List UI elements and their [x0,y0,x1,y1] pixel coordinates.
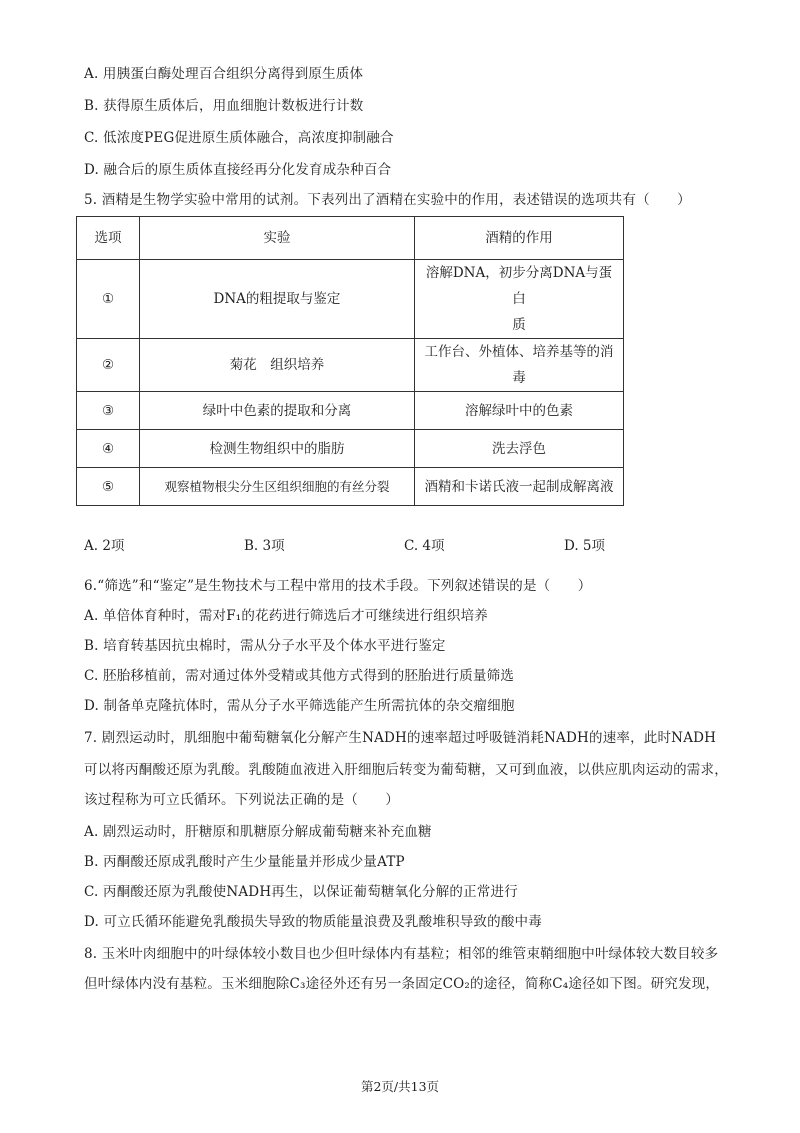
q5-option-a: A. 2项 [84,538,125,554]
q6-option-c: C. 胚胎移植前，需对通过体外受精或其他方式得到的胚胎进行质量筛选 [84,668,515,684]
row-alcohol-role [415,260,624,339]
q7-option-b: B. 丙酮酸还原成乳酸时产生少量能量并形成少量ATP [84,854,405,870]
q4-option-d: D. 融合后的原生质体直接经再分化发育成杂种百合 [84,162,392,178]
header-option: 选项 [77,217,140,260]
row-alcohol-role: 工作台、外植体、培养基等的消毒 [415,339,624,392]
q8-stem-line-1: 8. 玉米叶肉细胞中的叶绿体较小数目也少但叶绿体内有基粒；相邻的维管束鞘细胞中叶绿体较大数目较多 [84,946,719,962]
q4-option-a: A. 用胰蛋白酶处理百合组织分离得到原生质体 [84,66,364,82]
row-id: ① [77,260,140,339]
q6-option-a: A. 单倍体育种时，需对F₁的花药进行筛选后才可继续进行组织培养 [84,608,489,624]
row-id: ③ [77,392,140,430]
role-line-1: 溶解DNA，初步分离DNA与蛋白 [425,265,613,307]
row-alcohol-role: 酒精和卡诺氏液一起制成解离液 [415,468,624,506]
header-experiment: 实验 [140,217,415,260]
q5-options [84,534,644,554]
q7-stem-line-1: 7. 剧烈运动时，肌细胞中葡萄糖氧化分解产生NADH的速率超过呼吸链消耗NADH的速率，此时NADH [84,730,717,746]
q7-stem-line-2: 可以将丙酮酸还原为乳酸。乳酸随血液进入肝细胞后转变为葡萄糖，又可到血液，以供应肌肉运动的需求， [84,762,728,778]
header-alcohol-role: 酒精的作用 [415,217,624,260]
row-experiment: 绿叶中色素的提取和分离 [140,392,415,430]
q5-table [76,216,624,506]
q7-stem-line-3: 该过程称为可立氏循环。下列说法正确的是（ ） [84,792,400,808]
q7-option-c: C. 丙酮酸还原为乳酸使NADH再生，以保证葡萄糖氧化分解的正常进行 [84,884,518,900]
q8-stem-line-2: 但叶绿体内没有基粒。玉米细胞除C₃途径外还有另一条固定CO₂的途径，简称C₄途径如下图。研究发现， [84,976,720,992]
q7-option-a: A. 剧烈运动时，肝糖原和肌糖原分解成葡萄糖来补充血糖 [84,824,432,840]
q5-option-b: B. 3项 [244,538,285,554]
table-row [77,339,624,392]
table-row [77,468,624,506]
row-id: ② [77,339,140,392]
q4-option-c: C. 低浓度PEG促进原生质体融合，高浓度抑制融合 [84,130,394,146]
q5-table-header [77,217,624,260]
row-alcohol-role: 溶解绿叶中的色素 [415,392,624,430]
row-experiment: DNA的粗提取与鉴定 [140,260,415,339]
q6-stem: 6.“筛选”和“鉴定”是生物技术与工程中常用的技术手段。下列叙述错误的是（ ） [84,578,592,594]
row-id: ⑤ [77,468,140,506]
q5-option-c: C. 4项 [404,538,445,554]
table-row [77,392,624,430]
page-number: 第2页/共13页 [360,1079,440,1094]
q4-option-b: B. 获得原生质体后，用血细胞计数板进行计数 [84,98,364,114]
row-experiment: 检测生物组织中的脂肪 [140,430,415,468]
row-experiment: 观察植物根尖分生区组织细胞的有丝分裂 [140,468,415,506]
table-row [77,430,624,468]
row-experiment: 菊花 组织培养 [140,339,415,392]
q6-option-d: D. 制备单克隆抗体时，需从分子水平筛选能产生所需抗体的杂交瘤细胞 [84,698,515,714]
q5-option-d: D. 5项 [564,538,606,554]
row-id: ④ [77,430,140,468]
q7-option-d: D. 可立氏循环能避免乳酸损失导致的物质能量浪费及乳酸堆积导致的酸中毒 [84,914,542,930]
role-line-2: 质 [512,317,526,333]
row-alcohol-role: 洗去浮色 [415,430,624,468]
q6-option-b: B. 培育转基因抗虫棉时，需从分子水平及个体水平进行鉴定 [84,638,446,654]
q5-stem: 5. 酒精是生物学实验中常用的试剂。下表列出了酒精在实验中的作用，表述错误的选项共有（ ） [84,192,691,208]
table-row [77,260,624,339]
